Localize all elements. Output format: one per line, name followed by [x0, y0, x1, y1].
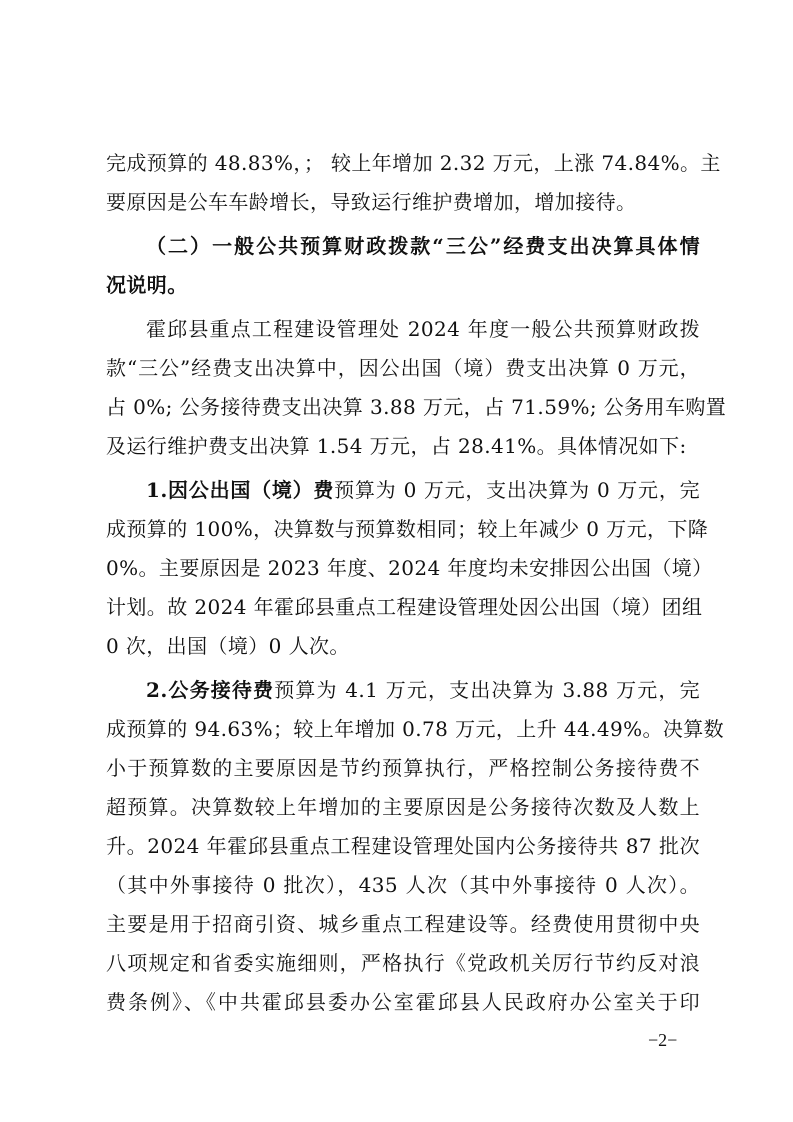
text-line: 0%。主要原因是 2023 年度、2024 年度均未安排因公出国（境） [106, 556, 713, 580]
item-1-heading: 1.因公出国（境）费 [146, 478, 335, 502]
section-heading: （二）一般公共预算财政拨款“三公”经费支出决算具体情 [146, 234, 700, 258]
text-line: （其中外事接待 0 批次），435 人次（其中外事接待 0 人次）。 [106, 873, 700, 897]
text-line: 主要是用于招商引资、城乡重点工程建设等。经费使用贯彻中央 [106, 912, 700, 936]
item-2-heading: 2.公务接待费 [146, 678, 275, 702]
text-line: 要原因是公车车龄增长，导致运行维护费增加，增加接待。 [106, 190, 637, 214]
text-line: 升。2024 年霍邱县重点工程建设管理处国内公务接待共 87 批次 [106, 834, 700, 858]
page-number: −2− [648, 1030, 678, 1050]
item-1-line [146, 473, 700, 507]
text-line: 超预算。决算数较上年增加的主要原因是公务接待次数及人数上 [106, 795, 700, 819]
text-line: 霍邱县重点工程建设管理处 2024 年度一般公共预算财政拨 [146, 317, 700, 341]
text-line: 费条例》、《中共霍邱县委办公室霍邱县人民政府办公室关于印 [106, 990, 700, 1014]
text-line: 小于预算数的主要原因是节约预算执行，严格控制公务接待费不 [106, 756, 700, 780]
text-line: 完成预算的 48.83%，； 较上年增加 2.32 万元，上涨 74.84%。主 [106, 151, 721, 175]
item-2-text: 预算为 4.1 万元，支出决算为 3.88 万元，完 [274, 678, 700, 702]
text-line: 占 0%; 公务接待费支出决算 3.88 万元，占 71.59%; 公务用车购置 [106, 395, 727, 419]
item-1-text: 预算为 0 万元，支出决算为 0 万元，完 [334, 478, 700, 502]
text-line: 计划。故 2024 年霍邱县重点工程建设管理处因公出国（境）团组 [106, 595, 703, 619]
text-line: 款“三公”经费支出决算中，因公出国（境）费支出决算 0 万元， [106, 356, 700, 380]
text-line: 0 次，出国（境）0 人次。 [106, 634, 350, 658]
section-heading: 况说明。 [106, 273, 188, 297]
text-line: 八项规定和省委实施细则，严格执行《党政机关厉行节约反对浪 [106, 951, 700, 975]
text-line: 成预算的 94.63%；较上年增加 0.78 万元，上升 44.49%。决算数 [106, 717, 725, 741]
item-2-line [146, 673, 700, 707]
text-line: 成预算的 100%，决算数与预算数相同；较上年减少 0 万元，下降 [106, 517, 709, 541]
text-line: 及运行维护费支出决算 1.54 万元，占 28.41%。具体情况如下: [106, 434, 687, 458]
